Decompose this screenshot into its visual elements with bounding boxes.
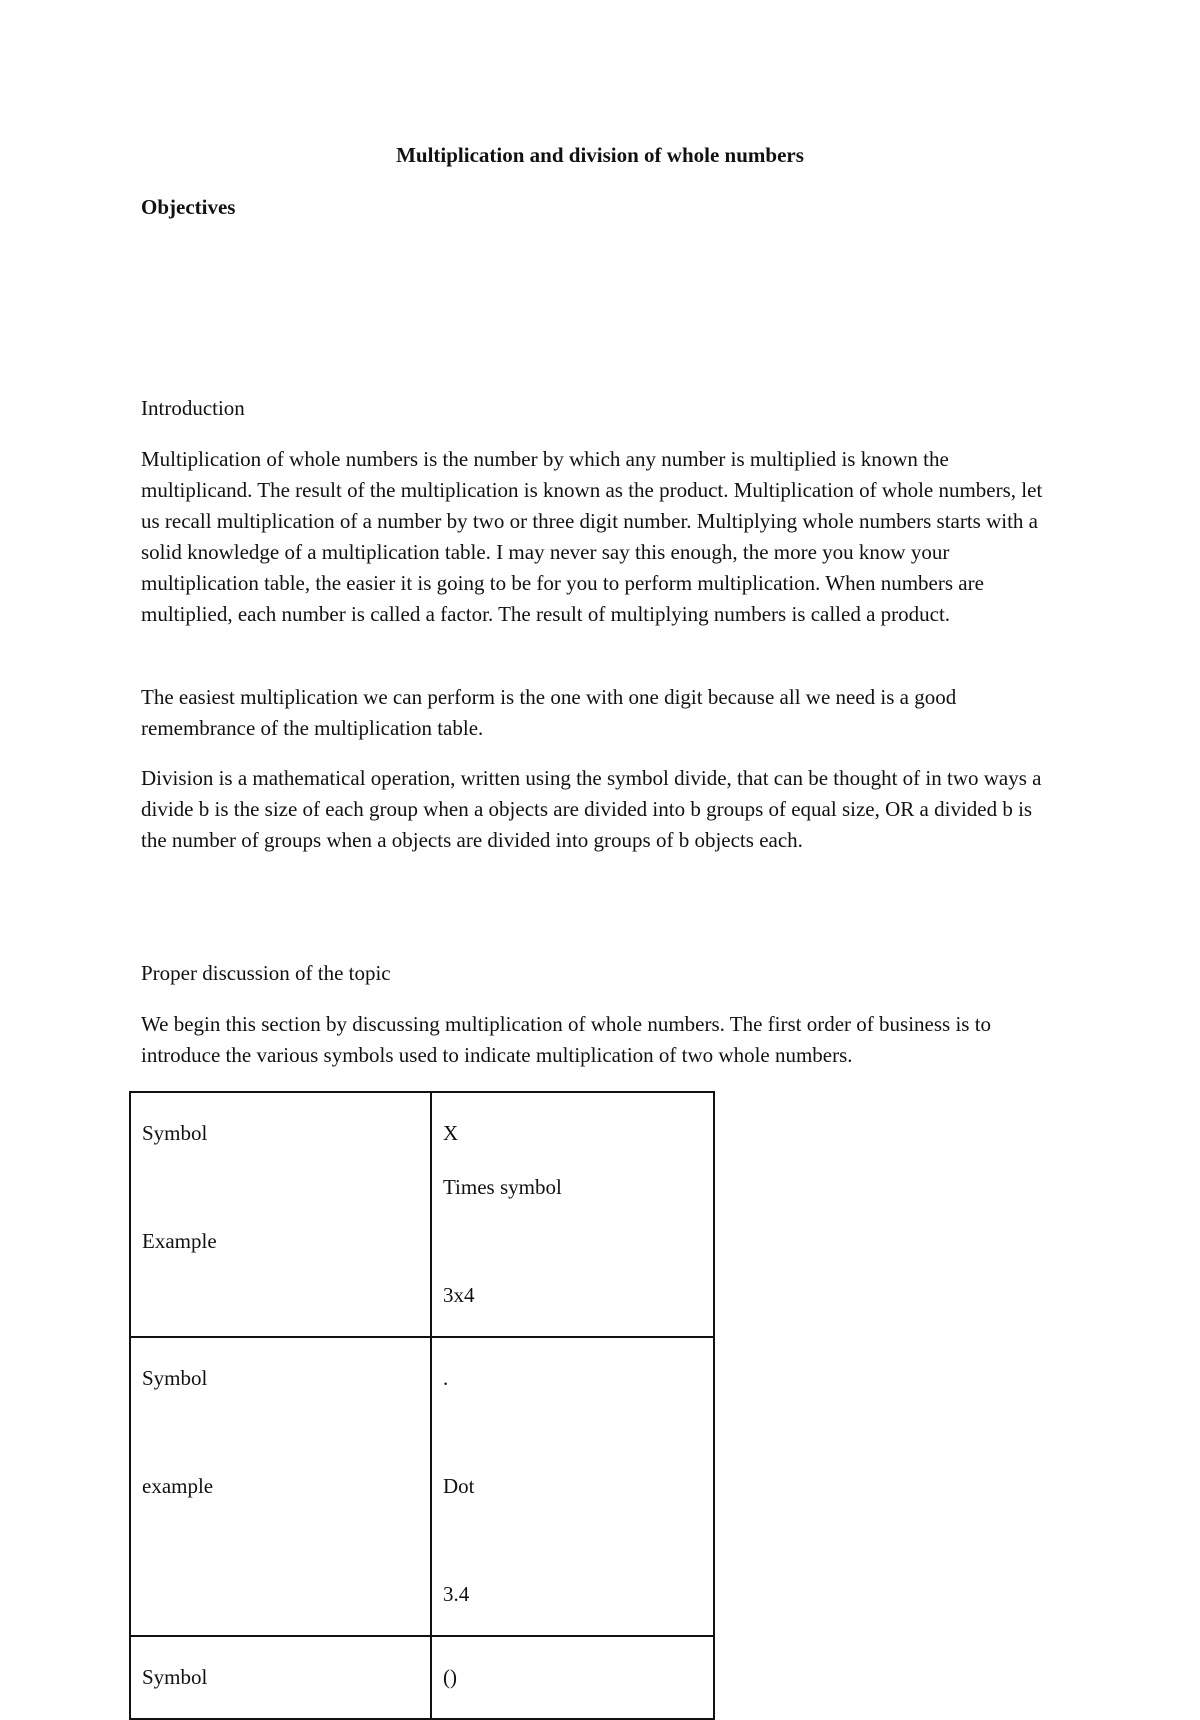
table-row bbox=[130, 1092, 714, 1337]
document-title: Multiplication and division of whole numbers bbox=[396, 143, 804, 167]
cell-line bbox=[443, 1419, 703, 1446]
table-cell-label bbox=[130, 1636, 431, 1719]
cell-line: 3x4 bbox=[442, 1283, 475, 1307]
cell-line bbox=[443, 1527, 703, 1554]
intro-paragraph-3: Division is a mathematical operation, written using the symbol divide, that can be thought of in two ways a divide b is the size of each group when a objects are divided into b groups of equal size, OR a divided b is the number of groups when a objects are divided into groups of b objects each. bbox=[141, 766, 1042, 852]
discussion-paragraph: We begin this section by discussing multiplication of whole numbers. The first order of business is to introduce the various symbols used to indicate multiplication of two whole numbers. bbox=[141, 1012, 992, 1067]
intro-paragraph-1: Multiplication of whole numbers is the number by which any number is multiplied is known the multiplicand. The result of the multiplication is known as the product. Multiplication of whole numbers, let us recall multiplication of a number by two or three digit number. Multiplying whole numbers starts with a solid knowledge of a multiplication table. I may never say this enough, the more you know your multiplication table, the easier it is going to be for you to perform multiplication. When numbers are multiplied, each number is called a factor. The result of multiplying numbers is called a product. bbox=[141, 447, 1043, 626]
cell-line: Symbol bbox=[142, 1665, 208, 1689]
discussion-heading: Proper discussion of the topic bbox=[141, 961, 391, 985]
table-cell-label bbox=[130, 1092, 431, 1337]
table-row bbox=[130, 1337, 714, 1636]
cell-line: Times symbol bbox=[442, 1175, 562, 1199]
table-row bbox=[130, 1636, 714, 1719]
cell-line bbox=[142, 1419, 420, 1446]
table-cell-label bbox=[130, 1337, 431, 1636]
cell-line: example bbox=[142, 1474, 214, 1498]
multiplication-symbols-table bbox=[129, 1091, 715, 1720]
cell-line: 3.4 bbox=[442, 1582, 470, 1606]
table-cell-value bbox=[431, 1337, 714, 1636]
introduction-heading: Introduction bbox=[141, 396, 245, 420]
cell-line: Dot bbox=[442, 1474, 475, 1498]
cell-line: () bbox=[442, 1665, 457, 1689]
cell-line: Example bbox=[142, 1229, 217, 1253]
cell-line: Symbol bbox=[142, 1121, 208, 1145]
cell-line: X bbox=[442, 1121, 459, 1145]
cell-line bbox=[443, 1228, 703, 1255]
table-cell-value bbox=[431, 1092, 714, 1337]
cell-line: Symbol bbox=[142, 1366, 208, 1390]
cell-line bbox=[142, 1174, 420, 1201]
objectives-heading: Objectives bbox=[141, 195, 236, 219]
table-cell-value bbox=[431, 1636, 714, 1719]
intro-paragraph-2: The easiest multiplication we can perform is the one with one digit because all we need is a good remembrance of the multiplication table. bbox=[141, 685, 957, 740]
cell-line: . bbox=[442, 1366, 449, 1390]
